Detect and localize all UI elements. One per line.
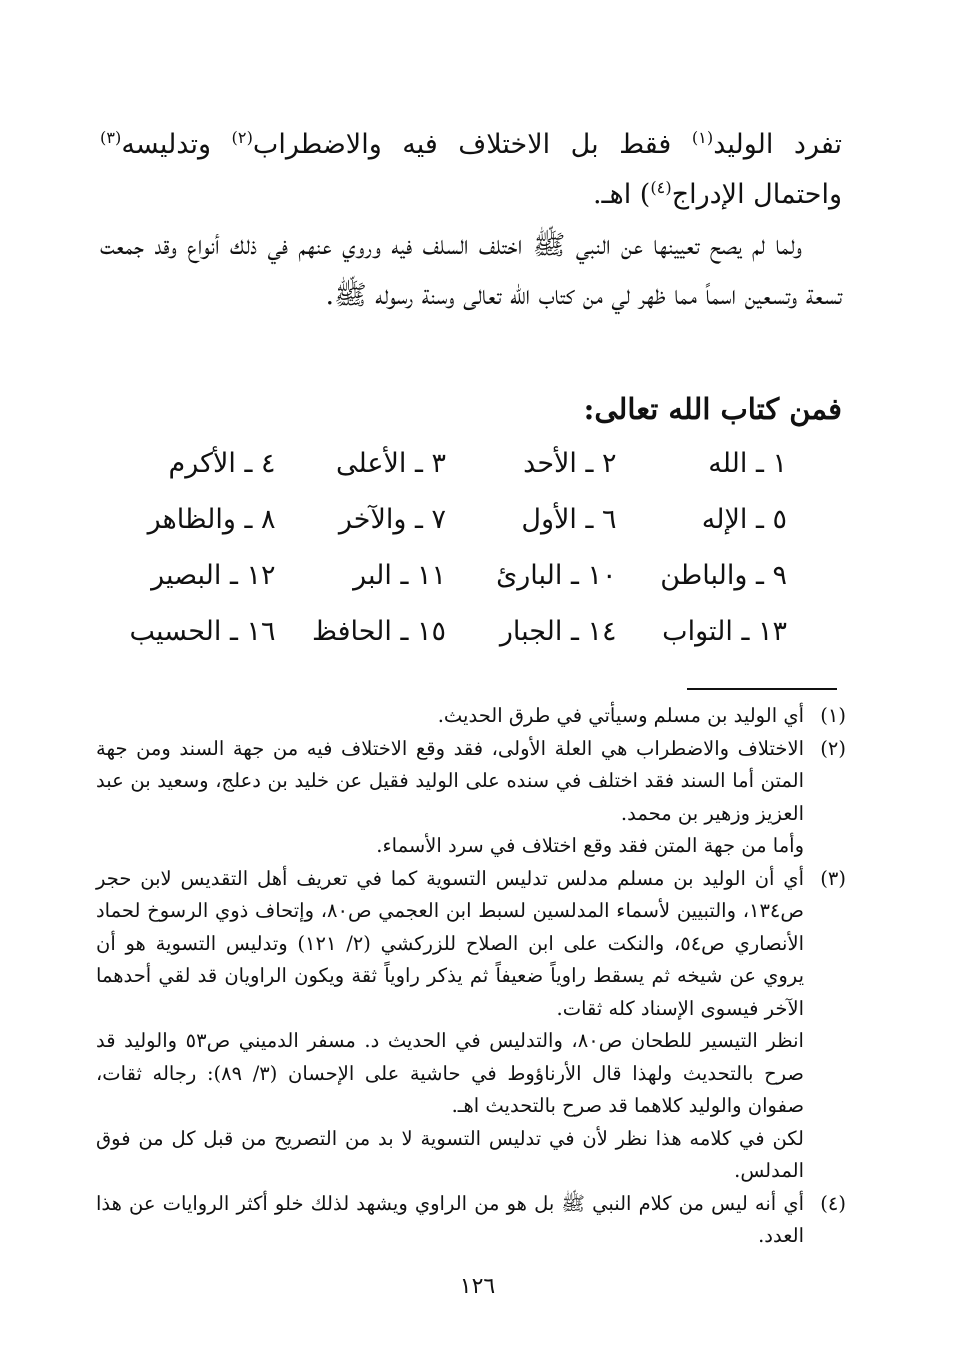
name-item: ١٠ ـ البارئ: [496, 560, 617, 591]
footnote: [96, 1188, 846, 1253]
footnotes: [96, 700, 846, 1253]
paragraph-1-text: وتدليسه: [121, 129, 232, 160]
paragraph-1-text: فقط بل الاختلاف فيه والاضطراب: [252, 129, 692, 160]
footnote-paragraph: أي أن الوليد بن مسلم مدلس تدليس التسوية كما في تعريف أهل التقديس لابن حجر ص١٣٤، والتبيين لأسماء المدلسين لسبط ابن العجمي ص٨٠، وإتحاف ذوي الرسوخ لحماد الأنصاري ص٥٤، والنكت على ابن الصلاح للزركشي (٢/ ١٢١) وتدليس التسوية هو أن يروي عن شيخه ثم يسقط راوياً ضعيفاً ثم يذكر راوياً ثقة ويكون الراويان قد لقي أحدهما الآخر فيسوى الإسناد كله ثقات.: [96, 866, 804, 1020]
name-item: ٩ ـ والباطن: [660, 560, 787, 591]
paragraph-1: [100, 120, 842, 220]
name-item: ٤ ـ الأكرم: [168, 448, 276, 479]
footnote-separator: [687, 688, 837, 690]
paragraph-2: ولما لم يصح تعيينها عن النبي ﷺ اختلف السلف فيه وروي عنهم في ذلك أنواع وقد جمعت تسعة وتسعين اسماً مما ظهر لي من كتاب الله تعالى وسنة رسوله ﷺ.: [100, 230, 842, 311]
footnote-paragraph: الاختلاف والاضطراب هي العلة الأولى، فقد وقع الاختلاف فيه من جهة السند ومن جهة المتن أما السند فقد اختلف في سنده على الوليد فقيل عن خليد بن دعلج، وسعيد بن عبد العزيز وزهير بن محمد.: [96, 736, 804, 825]
footnote-number: (٢): [820, 736, 846, 760]
names-grid: [105, 436, 787, 660]
name-item: ٣ ـ الأعلى: [335, 448, 446, 479]
footnote-paragraph: أي الوليد بن مسلم وسيأتي في طرق الحديث.: [437, 704, 804, 727]
footnote-paragraph: وأما من جهة المتن فقد وقع اختلاف في سرد الأسماء.: [376, 834, 804, 857]
footnote-marker: (٢): [231, 128, 253, 147]
footnote-text: [96, 1188, 804, 1253]
footnote-text: [96, 700, 804, 733]
name-item: ٥ ـ الإله: [701, 504, 787, 535]
name-item: ٧ ـ والآخر: [338, 504, 446, 535]
footnote-text: [96, 733, 804, 863]
footnote-marker: (٤): [650, 178, 672, 197]
name-item: ٨ ـ والظاهر: [147, 504, 276, 535]
footnote-number: (١): [820, 704, 846, 727]
paragraph-1-text: واحتمال الإدراج: [671, 179, 842, 210]
footnote-marker: (١): [691, 128, 714, 147]
paragraph-1-text: تفرد الوليد: [713, 129, 843, 160]
name-item: ١٤ ـ الجبار: [499, 616, 617, 647]
footnote: [96, 863, 846, 1188]
name-item: ٦ ـ الأول: [521, 504, 617, 535]
name-item: ١٢ ـ البصير: [151, 560, 276, 591]
footnote-text: [96, 863, 804, 1188]
footnote-number: (٣): [820, 866, 846, 890]
footnote-paragraph: انظر التيسير للطحان ص٨٠، والتدليس في الحديث د. مسفر الدميني ص٥٣ والوليد قد صرح بالتحديث ولهذا قال الأرناؤوط في حاشية على الإحسان (٣/ ٨٩): رجاله ثقات، صفوان والوليد كلاهما قد صرح بالتحديث اهـ.: [96, 1029, 804, 1117]
footnote-marker: (٣): [100, 128, 122, 147]
name-item: ١١ ـ البر: [353, 560, 446, 591]
name-item: ١ ـ الله: [708, 448, 787, 479]
name-item: ١٣ ـ التواب: [662, 616, 787, 647]
name-item: ١٦ ـ الحسيب: [129, 616, 276, 647]
footnote-paragraph: لكن في كلامه هذا نظر لأن في تدليس التسوية لا بد من التصريح من قبل كل من فوق المدلس.: [96, 1126, 804, 1182]
section-title: فمن كتاب الله تعالى:: [583, 392, 842, 426]
footnote-paragraph: أي أنه ليس من كلام النبي ﷺ بل هو من الراوي ويشهد لذلك خلو أكثر الروايات عن هذا العدد.: [96, 1191, 804, 1247]
page-number: ١٢٦: [459, 1274, 496, 1299]
name-item: ١٥ ـ الحافظ: [311, 616, 446, 647]
name-item: ٢ ـ الأحد: [523, 448, 617, 479]
footnote: [96, 700, 846, 733]
paragraph-1-text: ) اهـ.: [592, 179, 651, 210]
footnote: [96, 733, 846, 863]
footnote-number: (٤): [820, 1191, 846, 1215]
